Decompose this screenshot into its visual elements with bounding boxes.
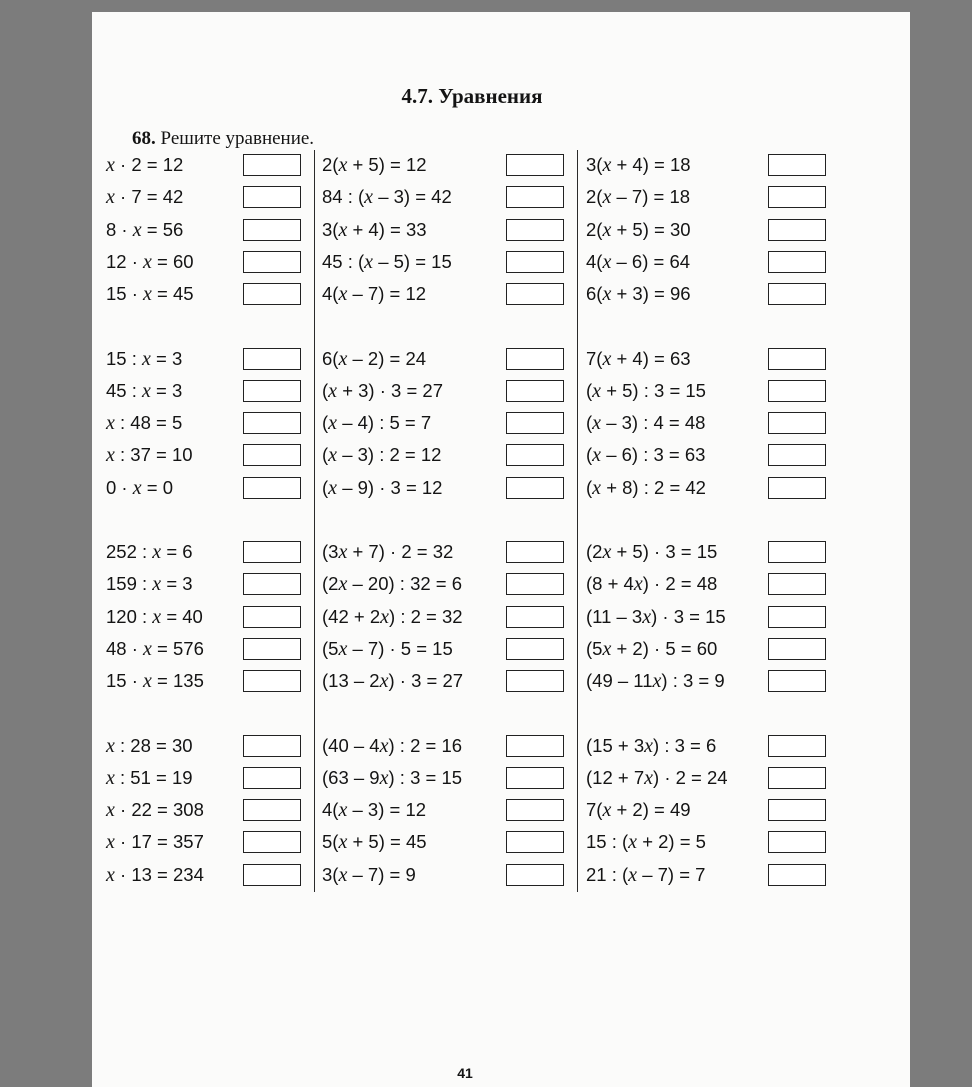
answer-box[interactable]: [768, 251, 826, 273]
page-number: 41: [457, 1065, 473, 1081]
equation-text: (x + 8) : 2 = 42: [586, 476, 706, 499]
equation-text: (12 + 7x) · 2 = 24: [586, 766, 728, 789]
equation-text: 12 · x = 60: [106, 250, 194, 273]
equation-text: 4(x – 3) = 12: [322, 799, 427, 822]
answer-box[interactable]: [243, 831, 301, 853]
answer-box[interactable]: [768, 638, 826, 660]
answer-box[interactable]: [506, 477, 564, 499]
answer-box[interactable]: [506, 380, 564, 402]
equation-text: (x – 3) : 4 = 48: [586, 412, 706, 435]
task-heading: [132, 128, 314, 150]
equation-text: (8 + 4x) · 2 = 48: [586, 573, 718, 596]
answer-box[interactable]: [506, 864, 564, 886]
equation-text: x : 51 = 19: [106, 766, 193, 789]
equation-text: 2(x + 5) = 12: [322, 154, 427, 176]
answer-box[interactable]: [243, 541, 301, 563]
equation-text: 159 : x = 3: [106, 573, 193, 596]
equation-text: 120 : x = 40: [106, 605, 203, 628]
equation-text: x : 48 = 5: [106, 412, 183, 435]
answer-box[interactable]: [768, 670, 826, 692]
equation-text: x · 7 = 42: [106, 186, 184, 209]
answer-box[interactable]: [243, 283, 301, 305]
task-number: 68.: [132, 128, 156, 149]
answer-box[interactable]: [506, 348, 564, 370]
answer-box[interactable]: [506, 573, 564, 595]
equation-text: 6(x + 3) = 96: [586, 283, 691, 306]
answer-box[interactable]: [506, 251, 564, 273]
equation-text: (42 + 2x) : 2 = 32: [322, 605, 463, 628]
equation-text: (x – 9) · 3 = 12: [322, 476, 443, 499]
section-title: 4.7. Уравнения: [401, 84, 543, 108]
equation-text: 4(x – 6) = 64: [586, 250, 691, 273]
answer-box[interactable]: [768, 767, 826, 789]
equation-text: 3(x + 4) = 33: [322, 218, 427, 241]
answer-box[interactable]: [506, 541, 564, 563]
equation-text: 8 · x = 56: [106, 218, 184, 241]
equation-text: x · 22 = 308: [106, 799, 204, 822]
equation-text: x · 17 = 357: [106, 831, 204, 854]
equation-text: 3(x + 4) = 18: [586, 154, 691, 176]
answer-box[interactable]: [506, 444, 564, 466]
equation-text: (2x + 5) · 3 = 15: [586, 541, 718, 563]
equation-text: 84 : (x – 3) = 42: [322, 186, 452, 209]
equation-text: (49 – 11x) : 3 = 9: [586, 670, 725, 693]
equation-text: (2x – 20) : 32 = 6: [322, 573, 463, 596]
answer-box[interactable]: [243, 638, 301, 660]
equation-text: 7(x + 4) = 63: [586, 347, 691, 370]
answer-box[interactable]: [243, 154, 301, 176]
equation-text: 15 : x = 3: [106, 347, 183, 370]
answer-box[interactable]: [768, 186, 826, 208]
equation-text: (5x + 2) · 5 = 60: [586, 637, 718, 660]
column-divider-1: [314, 150, 315, 892]
equation-text: (x – 3) : 2 = 12: [322, 444, 442, 467]
equation-text: x · 2 = 12: [106, 154, 184, 176]
answer-box[interactable]: [243, 767, 301, 789]
equation-text: (40 – 4x) : 2 = 16: [322, 734, 463, 757]
equation-text: (5x – 7) · 5 = 15: [322, 637, 453, 660]
equation-text: 252 : x = 6: [106, 541, 193, 563]
answer-box[interactable]: [243, 573, 301, 595]
answer-box[interactable]: [506, 831, 564, 853]
answer-box[interactable]: [768, 154, 826, 176]
equation-text: (13 – 2x) · 3 = 27: [322, 670, 464, 693]
column-divider-2: [577, 150, 578, 892]
answer-box[interactable]: [506, 154, 564, 176]
equation-text: 0 · x = 0: [106, 476, 173, 499]
answer-box[interactable]: [506, 799, 564, 821]
answer-box[interactable]: [243, 670, 301, 692]
equation-text: 48 · x = 576: [106, 637, 204, 660]
equation-text: 2(x – 7) = 18: [586, 186, 691, 209]
equation-text: x · 13 = 234: [106, 863, 204, 886]
equation-text: 45 : (x – 5) = 15: [322, 250, 452, 273]
answer-box[interactable]: [243, 444, 301, 466]
equation-text: 5(x + 5) = 45: [322, 831, 427, 854]
answer-box[interactable]: [243, 735, 301, 757]
equation-text: 21 : (x – 7) = 7: [586, 863, 706, 886]
equation-text: 45 : x = 3: [106, 379, 183, 402]
equation-text: 7(x + 2) = 49: [586, 799, 691, 822]
equation-text: (x – 6) : 3 = 63: [586, 444, 706, 467]
answer-box[interactable]: [243, 348, 301, 370]
answer-box[interactable]: [506, 219, 564, 241]
answer-box[interactable]: [243, 380, 301, 402]
answer-box[interactable]: [768, 864, 826, 886]
answer-box[interactable]: [506, 186, 564, 208]
answer-box[interactable]: [243, 606, 301, 628]
answer-box[interactable]: [768, 831, 826, 853]
answer-box[interactable]: [768, 573, 826, 595]
answer-box[interactable]: [768, 380, 826, 402]
equation-text: x : 28 = 30: [106, 734, 193, 757]
equation-text: x : 37 = 10: [106, 444, 193, 467]
task-text: Решите уравнение.: [160, 128, 315, 149]
answer-box[interactable]: [768, 606, 826, 628]
answer-box[interactable]: [768, 477, 826, 499]
answer-box[interactable]: [768, 444, 826, 466]
equation-text: 15 · x = 135: [106, 670, 204, 693]
answer-box[interactable]: [768, 541, 826, 563]
answer-box[interactable]: [768, 283, 826, 305]
equation-text: (x – 4) : 5 = 7: [322, 412, 432, 435]
answer-box[interactable]: [243, 864, 301, 886]
answer-box[interactable]: [768, 412, 826, 434]
equation-text: 2(x + 5) = 30: [586, 218, 691, 241]
equation-text: 3(x – 7) = 9: [322, 863, 416, 886]
answer-box[interactable]: [243, 186, 301, 208]
answer-box[interactable]: [506, 735, 564, 757]
answer-box[interactable]: [243, 251, 301, 273]
answer-box[interactable]: [768, 219, 826, 241]
equation-text: (x + 3) · 3 = 27: [322, 379, 443, 402]
equation-text: 15 : (x + 2) = 5: [586, 831, 706, 854]
answer-box[interactable]: [768, 799, 826, 821]
answer-box[interactable]: [768, 735, 826, 757]
equation-text: (11 – 3x) · 3 = 15: [586, 605, 726, 628]
equation-text: 15 · x = 45: [106, 283, 194, 306]
equation-text: 6(x – 2) = 24: [322, 347, 427, 370]
answer-box[interactable]: [243, 412, 301, 434]
answer-box[interactable]: [506, 412, 564, 434]
answer-box[interactable]: [243, 219, 301, 241]
equation-text: (3x + 7) · 2 = 32: [322, 541, 454, 563]
answer-box[interactable]: [506, 670, 564, 692]
equation-text: (63 – 9x) : 3 = 15: [322, 766, 463, 789]
answer-box[interactable]: [243, 799, 301, 821]
answer-box[interactable]: [506, 638, 564, 660]
equation-text: 4(x – 7) = 12: [322, 283, 427, 306]
answer-box[interactable]: [506, 767, 564, 789]
answer-box[interactable]: [506, 283, 564, 305]
answer-box[interactable]: [768, 348, 826, 370]
answer-box[interactable]: [506, 606, 564, 628]
equation-text: (15 + 3x) : 3 = 6: [586, 734, 717, 757]
equation-text: (x + 5) : 3 = 15: [586, 379, 706, 402]
answer-box[interactable]: [243, 477, 301, 499]
